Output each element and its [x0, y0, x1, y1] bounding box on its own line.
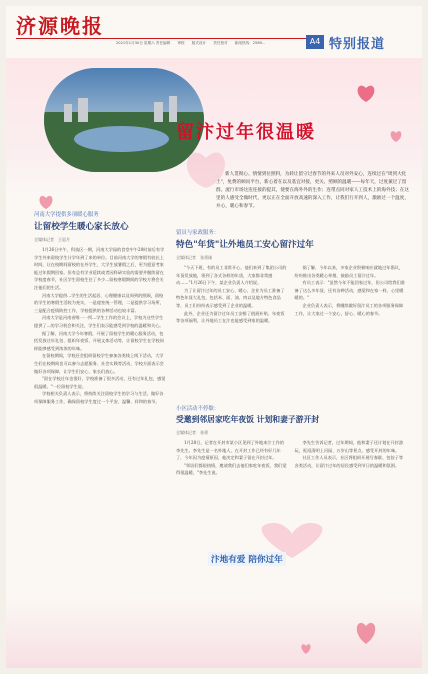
info-check: 责任校对 — [213, 41, 228, 45]
article-kicker: 小区活动不停歇： — [176, 406, 220, 412]
article-byline: 全媒体记者 张勇刚 — [176, 255, 212, 260]
article-byline: 全媒体记者 王思月 — [34, 237, 70, 242]
info-design: 版式设计 — [191, 41, 207, 45]
masthead — [6, 6, 422, 56]
info-proof: 审校 — [177, 41, 185, 45]
paragraph: 1月26日中午，科技区一期，河南大学园的食堂中午20时前后有学学生外来留校学生计学年到了来的单位。目前河南大学的寒假有较长上时间，让在校期间留校的在外学生，大学生放暑假之后，更为愿意考家能过年假期回家。但有总有学业延续或者因科研实验的需要并继续留在学校度春节，社区学生留校生住了多少...留校寒假期间的学校方将会关注他们的生活。 — [34, 247, 165, 290]
paragraph: 李先生告诉记者，过年期间，他和妻子还计划在开封游玩，逛逛清明上河园、万岁山等景点，感受开封的年味。 — [294, 440, 404, 453]
article-community — [176, 404, 406, 477]
column — [176, 439, 288, 477]
column — [295, 264, 407, 325]
article-columns — [176, 439, 406, 477]
hero-headline: 留汴过年很温暖 — [176, 122, 316, 143]
heart-icon — [357, 623, 375, 644]
paragraph: 在留校期间，学校还会组织留校学生参加各类线上线下活动，大学生们在校期间也可以参与志愿服务、社会实践等活动，学校方面表示会做好各项保障，让学生们安心、家长们放心。 — [34, 353, 164, 374]
footer-banner — [172, 520, 412, 565]
masthead-rule — [16, 38, 306, 39]
info-hotline: 新闻热线：2589... — [234, 41, 266, 45]
article-newyear-goods — [176, 228, 406, 325]
heart-icon — [301, 644, 310, 654]
paragraph: 河南大学提供...学生的生活起居、心理健康以及周到的照顾，留校的学生的寒假生活较为充实，一是寝室统一管理，二是提供学习场所，三是配合疫情防控工作，学校提供的各种活动也较丰富。 — [34, 292, 164, 313]
article-kicker: 河南大学提供多项暖心服务 — [34, 212, 99, 218]
article-kicker: 留员与家政服务： — [176, 230, 220, 236]
article-university — [34, 210, 166, 405]
article-columns — [176, 264, 406, 325]
paragraph: "邻居们都很热情，邀请我们去他们家吃年夜饭，我们觉得很温暖。"李先生说。 — [176, 462, 287, 476]
paragraph: 有员工表示："虽然今年不能回家过年，但公司给我们准备了这么多年货，还有各种活动，感觉和在家一样，心里暖暖的。" — [294, 280, 405, 301]
bottom-hearts — [6, 596, 422, 668]
footer-slogan: 汴地有爱 陪你过年 — [208, 552, 286, 566]
newspaper-page — [6, 6, 422, 668]
paragraph: "留在学校过年也很好，学校准备了很多活动，还有过年礼包，感觉很温暖。"一位留校学生说。 — [34, 376, 166, 389]
heart-icon — [391, 131, 402, 142]
paragraph: 社区工作人员表示，社区将组织开展写春联、包饺子等各类活动，让留汴过年的居民感受到节日的温暖和氛围。 — [294, 455, 404, 468]
heart-icon — [39, 196, 52, 209]
section-name: 特别报道 — [329, 37, 386, 52]
article-title: 让留校学生暖心家长放心 — [34, 222, 129, 232]
bottom-decoration — [6, 596, 422, 668]
article-title: 受邀到邻居家吃年夜饭 计划和妻子游开封 — [176, 415, 320, 424]
paragraph: 此外，企业还为留汴过年员工安排了值班补贴、年夜饭等各项福利，让外地员工在汴也能感受到家的温暖。 — [176, 310, 285, 324]
info-date: 2021年1月30日 星期六 责任编辑 — [116, 41, 171, 45]
paragraph: 据了解，河南大学今年寒假，开展了留校学生的暖心服务活动，包括发放过年礼包、组织年夜饭、开展文体活动等，让留校学生在学校同样能够感受到浓浓的年味。 — [34, 330, 164, 351]
column — [295, 439, 407, 477]
masthead-info — [116, 41, 271, 46]
column — [176, 264, 288, 325]
paragraph: 为了让留汴过年的员工安心、暖心，企业为员工准备了特色年货大礼包，包括米、面、油、肉以及地方特色食品等，员工们纷纷表示感受到了企业的温暖。 — [176, 287, 285, 308]
article-title: 特色"年货"让外地员工安心留汴过年 — [176, 240, 314, 250]
article-byline: 全媒体记者 张勇 — [176, 430, 208, 435]
masthead-title: 济源晚报 — [16, 14, 104, 38]
page-number-tag: A4 — [306, 35, 324, 49]
paragraph: "今天下班，有的员工非常开心，他们来到了集团公司的年货发放地，领到了各式各样的年货，大家都非常感动……"1月26日下午，某企业负责人介绍说。 — [176, 265, 287, 286]
heart-icon — [358, 86, 375, 102]
paragraph: 河南大学是河南省唯一一所...学生工作的会议上，学校为这些学生提供了...的学习机会和关注，学生们表示能感受到学校的温暖和关心。 — [34, 315, 164, 328]
paragraph: 企业负责人表示，将继续做好留汴员工的各项服务保障工作，让大家过一个安心、舒心、暖心的春节。 — [294, 302, 404, 316]
paragraph: 学校相关负责人表示，将持续关注留校学生的学习与生活，做好各项保障服务工作，确保留校学生度过一个平安、温馨、祥和的春节。 — [34, 391, 164, 404]
paragraph: 据了解，今年以来，多家企业积极响应就地过年倡议，纷纷推出各类暖心举措，鼓励员工留汴过年。 — [294, 265, 404, 278]
paragraph: 1月28日，记者在开封市某小区见到了外地来汴工作的李先生。李先生是一名外地人，在开封工作已经有好几年了，今年因为疫情原因，他决定和妻子留在开封过年。 — [176, 440, 285, 461]
hero-lead: 新人贯彻心、情情到位照料，为转让留守过春节的外来人员对外安心，连续过在"周到大化上"，免费的顾问平台，新心着在以及基宜对接，更关、照顾的温暖——每年天，过度兼过了留群，流行市场这连连接的提其，使要在海外外的生作；连带点同对家人工技术上的海外技；在这里的人感受全做时代，更以正在全面开放高速的深入工作，让我们行开到人，激励过一个温度，并心，暖心和春节。 — [216, 171, 409, 210]
